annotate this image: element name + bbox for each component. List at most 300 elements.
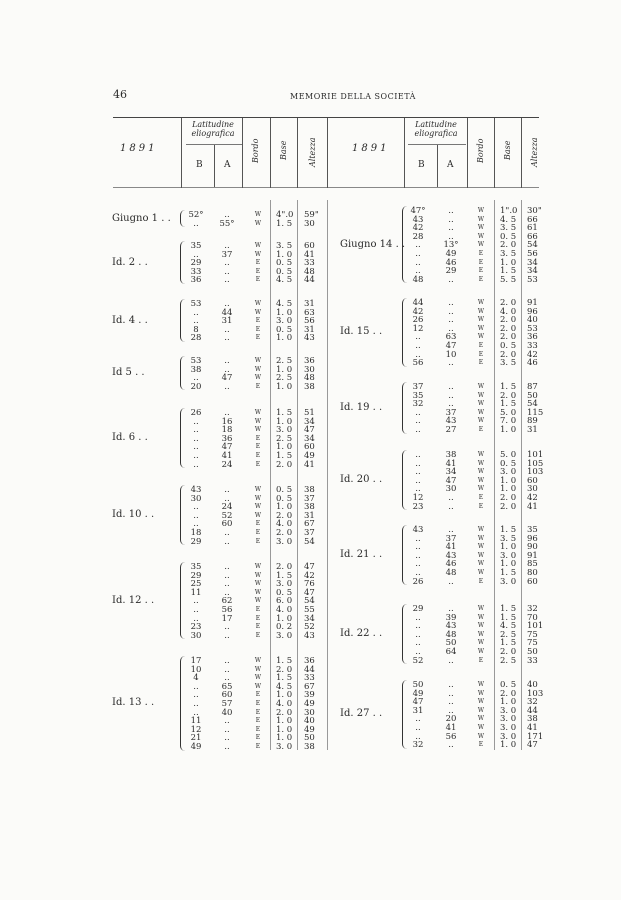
bordo-cell: E: [478, 494, 484, 501]
bordo-cell: W: [477, 299, 485, 306]
latitude-b-cell: ..: [193, 218, 199, 229]
bordo-cell: E: [255, 537, 261, 545]
table-row: [0, 526, 621, 534]
altezza-cell: 91: [527, 298, 538, 308]
base-cell: 2. 0: [500, 390, 517, 401]
bordo-cell: E: [255, 700, 261, 707]
latitude-a-cell: 60: [221, 519, 233, 530]
latitude-a-cell: ..: [448, 306, 454, 317]
bordo-cell: W: [477, 526, 485, 533]
altezza-cell: 44: [304, 664, 315, 675]
base-cell: 3. 0: [276, 425, 293, 436]
bordo-cell: W: [477, 551, 485, 559]
left-col-b: B: [196, 160, 203, 170]
base-cell: 2. 0: [500, 240, 517, 251]
altezza-cell: 34: [527, 266, 538, 277]
base-cell: 1. 5: [276, 218, 293, 229]
bordo-cell: W: [254, 219, 262, 227]
latitude-b-cell: ..: [193, 502, 199, 513]
base-cell: 3. 0: [276, 742, 293, 752]
base-cell: 1. 0: [500, 559, 517, 570]
altezza-cell: 44: [304, 275, 315, 286]
bordo-cell: W: [477, 706, 485, 714]
bordo-cell: E: [478, 350, 484, 358]
latitude-a-cell: 63: [445, 332, 457, 343]
base-cell: 0. 5: [500, 458, 517, 469]
latitude-a-cell: 18: [221, 425, 233, 436]
latitude-a-cell: 44: [221, 307, 233, 318]
bordo-cell: W: [477, 613, 485, 621]
bordo-cell: W: [254, 580, 262, 588]
base-cell: 2. 0: [500, 332, 517, 343]
base-cell: 0. 5: [276, 266, 293, 277]
altezza-cell: 54: [527, 240, 538, 251]
right-col-base: Base: [503, 140, 512, 160]
latitude-b-cell: 53: [190, 299, 202, 309]
base-cell: 1. 5: [276, 673, 293, 684]
bordo-cell: W: [254, 486, 262, 493]
latitude-b-cell: ..: [415, 407, 421, 418]
latitude-a-cell: 24: [221, 502, 233, 513]
latitude-a-cell: 46: [445, 257, 457, 268]
latitude-b-cell: ..: [193, 707, 199, 718]
bordo-cell: W: [477, 689, 485, 697]
latitude-a-cell: 65: [221, 681, 233, 692]
latitude-b-cell: ..: [415, 723, 421, 733]
bordo-cell: W: [477, 417, 485, 425]
latitude-b-cell: 52: [412, 655, 424, 666]
altezza-cell: 70: [527, 612, 538, 623]
bordo-cell: W: [254, 417, 262, 425]
latitude-b-cell: 29: [412, 604, 424, 614]
latitude-b-cell: ..: [193, 510, 199, 521]
altezza-cell: 66: [527, 214, 538, 225]
latitude-a-cell: 60: [221, 690, 233, 701]
altezza-cell: 60: [304, 241, 315, 251]
altezza-cell: 49: [304, 451, 315, 461]
base-cell: 7. 0: [500, 416, 517, 427]
latitude-a-cell: ..: [448, 323, 454, 334]
latitude-a-cell: ..: [448, 705, 454, 716]
latitude-b-cell: ..: [193, 442, 199, 453]
altezza-cell: 38: [527, 714, 538, 725]
latitude-b-cell: ..: [415, 550, 421, 561]
latitude-line1: Latitudine: [192, 120, 234, 129]
bordo-cell: W: [477, 241, 485, 249]
latitude-b-cell: ..: [415, 484, 421, 495]
bordo-cell: E: [255, 623, 261, 631]
latitude-a-cell: 20: [445, 714, 457, 725]
latitude-b-cell: ..: [415, 621, 421, 632]
base-cell: 2. 0: [276, 562, 293, 572]
bordo-cell: E: [255, 691, 261, 699]
latitude-b-cell: 50: [412, 680, 424, 690]
latitude-b-cell: 56: [412, 358, 424, 369]
bordo-cell: W: [477, 476, 485, 484]
bordo-cell: W: [477, 534, 485, 542]
altezza-cell: 50: [304, 733, 315, 744]
base-cell: 2. 0: [500, 349, 517, 360]
base-cell: 2. 0: [500, 688, 517, 699]
base-cell: 1. 0: [500, 475, 517, 486]
latitude-a-cell: ..: [224, 673, 230, 684]
date-label: Id. 13 . .: [112, 697, 155, 709]
table-row: [0, 276, 621, 284]
altezza-cell: 48: [304, 373, 315, 384]
table-row: [0, 621, 621, 633]
table-row: [0, 657, 621, 665]
base-cell: 1. 5: [276, 408, 293, 418]
base-cell: 3. 0: [500, 550, 517, 561]
latitude-b-cell: 35: [190, 562, 202, 572]
bordo-cell: W: [477, 732, 485, 740]
latitude-a-cell: ..: [224, 299, 230, 309]
date-label: Id 5 . .: [112, 367, 145, 379]
left-col-base: Base: [279, 140, 288, 160]
bordo-cell: W: [477, 648, 485, 655]
bordo-cell: W: [254, 657, 262, 664]
latitude-a-cell: 36: [221, 433, 233, 444]
latitude-b-cell: 28: [190, 333, 202, 344]
latitude-b-cell: 21: [190, 733, 202, 744]
latitude-a-cell: ..: [224, 562, 230, 572]
latitude-b-cell: 31: [412, 705, 424, 716]
bordo-cell: W: [477, 333, 485, 341]
base-cell: 3. 5: [500, 249, 517, 259]
latitude-b-cell: ..: [415, 559, 421, 570]
latitude-a-cell: ..: [224, 356, 230, 366]
latitude-b-cell: 4: [193, 673, 199, 684]
latitude-line2: eliografica: [191, 129, 235, 138]
base-cell: 1. 0: [500, 484, 517, 495]
right-base-divider: [521, 118, 522, 188]
latitude-a-cell: ..: [224, 275, 230, 286]
latitude-b-cell: 33: [190, 266, 202, 277]
bordo-cell: E: [478, 656, 484, 664]
bordo-cell: E: [255, 520, 261, 528]
base-cell: 1. 5: [500, 382, 517, 392]
bordo-cell: W: [477, 451, 485, 458]
latitude-b-cell: ..: [415, 416, 421, 427]
altezza-cell: 50: [527, 647, 538, 657]
latitude-b-cell: ..: [415, 458, 421, 469]
latitude-a-cell: 46: [445, 559, 457, 570]
bordo-cell: E: [255, 334, 261, 342]
bordo-cell: W: [477, 391, 485, 399]
altezza-cell: 53: [527, 274, 538, 285]
latitude-a-cell: ..: [224, 493, 230, 504]
bordo-cell: E: [255, 443, 261, 451]
bordo-cell: W: [477, 324, 485, 332]
latitude-a-cell: ..: [448, 525, 454, 535]
latitude-b-cell: ..: [193, 316, 199, 327]
bordo-cell: E: [478, 342, 484, 349]
latitude-b-cell: ..: [415, 647, 421, 657]
bordo-cell: E: [255, 276, 261, 284]
altezza-cell: 33: [304, 673, 315, 684]
base-cell: 2. 0: [276, 707, 293, 718]
base-cell: 1. 5: [500, 399, 517, 410]
base-cell: 0. 5: [276, 587, 293, 598]
latitude-b-cell: ..: [193, 451, 199, 461]
latitude-a-cell: 13°: [443, 240, 459, 251]
latitude-a-cell: 52: [221, 510, 233, 521]
bordo-cell: W: [477, 224, 485, 232]
bordo-cell: W: [254, 300, 262, 307]
latitude-a-cell: ..: [448, 214, 454, 225]
latitude-a-cell: 64: [445, 647, 457, 657]
base-cell: 0. 5: [276, 485, 293, 495]
latitude-b-cell: ..: [193, 459, 199, 470]
base-cell: 2. 5: [276, 373, 293, 384]
latitude-a-cell: 41: [445, 458, 457, 469]
latitude-a-cell: 55°: [219, 218, 235, 229]
latitude-line1: Latitudine: [415, 120, 457, 129]
base-cell: 1. 0: [276, 724, 293, 735]
altezza-cell: 85: [527, 559, 538, 570]
base-cell: 1. 0: [276, 307, 293, 318]
bordo-cell: W: [477, 400, 485, 408]
bordo-cell: E: [255, 529, 261, 536]
bordo-cell: E: [478, 359, 484, 367]
latitude-a-cell: ..: [448, 740, 454, 751]
base-cell: 1. 5: [500, 568, 517, 578]
table-row: [0, 576, 621, 590]
latitude-a-cell: ..: [224, 485, 230, 495]
bordo-cell: W: [477, 639, 485, 647]
bordo-cell: W: [254, 494, 262, 502]
altezza-cell: 31: [304, 510, 315, 521]
latitude-b-cell: ..: [415, 533, 421, 544]
altezza-cell: 40: [527, 680, 538, 690]
latitude-a-cell: 43: [445, 550, 457, 561]
altezza-cell: 103: [527, 467, 544, 478]
altezza-cell: 35: [527, 525, 538, 535]
date-label: Id. 20 . .: [340, 474, 383, 486]
date-label: Id. 6 . .: [112, 432, 148, 444]
latitude-b-cell: ..: [415, 266, 421, 277]
latitude-a-cell: ..: [448, 231, 454, 242]
altezza-cell: 31: [304, 324, 315, 335]
base-cell: 1. 0: [500, 740, 517, 751]
right-col-bordo: Bordo: [476, 138, 485, 163]
latitude-a-cell: ..: [448, 501, 454, 512]
right-lat-divider: [467, 118, 468, 188]
altezza-cell: 103: [527, 688, 544, 699]
bordo-cell: E: [255, 325, 261, 333]
altezza-cell: 41: [527, 723, 538, 733]
latitude-b-cell: 18: [190, 528, 202, 538]
left-col-altezza: Altezza: [308, 137, 317, 167]
bordo-cell: W: [477, 543, 485, 551]
table-row: [0, 224, 621, 232]
bordo-cell: W: [477, 698, 485, 706]
latitude-a-cell: ..: [448, 382, 454, 392]
latitude-b-cell: 12: [412, 323, 424, 334]
base-cell: 4. 5: [500, 214, 517, 225]
table-row: [0, 400, 621, 408]
base-cell: 3. 5: [500, 358, 517, 369]
base-cell: 1. 0: [276, 733, 293, 744]
latitude-b-cell: ..: [193, 416, 199, 427]
latitude-a-cell: ..: [224, 408, 230, 418]
table-row: [0, 543, 621, 551]
base-cell: 4. 0: [276, 699, 293, 709]
table-row: [0, 383, 621, 391]
latitude-b-cell: 53: [190, 356, 202, 366]
altezza-cell: 49: [304, 724, 315, 735]
altezza-cell: 96: [527, 306, 538, 317]
latitude-b-cell: 43: [190, 485, 202, 495]
latitude-a-cell: ..: [224, 266, 230, 277]
latitude-b-cell: ..: [193, 519, 199, 530]
latitude-a-cell: ..: [448, 697, 454, 708]
base-cell: 2. 0: [276, 528, 293, 538]
bordo-cell: W: [254, 409, 262, 416]
left-header-divider: [181, 118, 182, 188]
table-row: [0, 468, 621, 476]
altezza-cell: 87: [527, 382, 538, 392]
altezza-cell: 52: [304, 622, 315, 633]
latitude-b-cell: 42: [412, 306, 424, 317]
latitude-a-cell: 37: [221, 249, 233, 260]
latitude-a-cell: ..: [224, 381, 230, 392]
latitude-b-cell: ..: [415, 257, 421, 268]
latitude-a-cell: ..: [448, 358, 454, 369]
bordo-cell: W: [477, 560, 485, 568]
latitude-b-cell: ..: [415, 467, 421, 478]
altezza-cell: 91: [527, 550, 538, 561]
bordo-cell: W: [254, 250, 262, 258]
bordo-cell: E: [255, 614, 261, 622]
latitude-b-cell: 25: [190, 579, 202, 590]
altezza-cell: 34: [527, 257, 538, 268]
latitude-b-cell: 29: [190, 570, 202, 581]
altezza-cell: 89: [527, 416, 538, 427]
base-cell: 1. 0: [500, 697, 517, 708]
altezza-cell: 47: [304, 562, 315, 572]
left-col-a: A: [224, 160, 231, 170]
altezza-cell: 48: [304, 266, 315, 277]
latitude-a-cell: ..: [224, 241, 230, 251]
latitude-a-cell: ..: [224, 258, 230, 269]
base-cell: 3. 0: [276, 630, 293, 641]
latitude-b-cell: 23: [412, 501, 424, 512]
bordo-cell: W: [254, 597, 262, 605]
base-cell: 2. 5: [500, 655, 517, 666]
latitude-a-cell: ..: [448, 688, 454, 699]
bordo-cell: E: [255, 259, 261, 267]
altezza-cell: 47: [304, 425, 315, 436]
bordo-cell: E: [478, 426, 484, 433]
latitude-a-cell: 50: [445, 638, 457, 649]
latitude-b-cell: ..: [415, 542, 421, 553]
base-cell: 4".0: [276, 210, 294, 220]
latitude-a-cell: 41: [221, 451, 233, 461]
base-cell: 2. 0: [276, 664, 293, 675]
right-year-header: 1891: [352, 143, 390, 154]
bordo-cell: W: [254, 426, 262, 434]
latitude-b-cell: ..: [415, 240, 421, 251]
bordo-cell: E: [255, 725, 261, 733]
latitude-a-cell: 30: [445, 484, 457, 495]
table-row: [0, 374, 621, 382]
base-cell: 3. 0: [500, 705, 517, 716]
altezza-cell: 66: [527, 231, 538, 242]
altezza-cell: 47: [304, 587, 315, 598]
right-col-a: A: [447, 160, 454, 170]
altezza-cell: 31: [527, 425, 538, 435]
latitude-a-cell: ..: [224, 528, 230, 538]
latitude-b-cell: 11: [190, 587, 202, 598]
latitude-b-cell: ..: [415, 332, 421, 343]
latitude-a-cell: 48: [445, 568, 457, 578]
latitude-b-cell: 20: [190, 381, 202, 392]
altezza-cell: 41: [304, 459, 315, 470]
bordo-cell: E: [255, 460, 261, 468]
page-number: 46: [113, 88, 127, 101]
latitude-b-cell: 8: [193, 324, 199, 335]
date-label: Id. 15 . .: [340, 326, 383, 338]
latitude-a-cell: ..: [224, 364, 230, 375]
latitude-b-cell: ..: [415, 629, 421, 640]
bordo-cell: W: [477, 468, 485, 476]
latitude-a-cell: 47: [221, 442, 233, 453]
altezza-cell: 76: [304, 579, 315, 590]
base-cell: 0. 2: [276, 622, 293, 633]
altezza-cell: 32: [527, 604, 538, 614]
base-cell: 1. 0: [500, 542, 517, 553]
bordo-cell: E: [255, 743, 261, 750]
altezza-cell: 40: [304, 716, 315, 727]
base-cell: 1. 0: [276, 690, 293, 701]
bordo-cell: W: [254, 682, 262, 690]
left-ba-divider: [214, 145, 215, 187]
altezza-cell: 60: [527, 576, 538, 587]
bordo-cell: W: [254, 374, 262, 382]
latitude-a-cell: ..: [224, 536, 230, 547]
bordo-cell: W: [477, 605, 485, 612]
base-cell: 2. 0: [500, 298, 517, 308]
base-cell: 1. 0: [500, 425, 517, 435]
latitude-a-cell: ..: [224, 656, 230, 666]
altezza-cell: 30: [304, 707, 315, 718]
altezza-cell: 43: [304, 333, 315, 344]
table-row: [0, 569, 621, 577]
altezza-cell: 54: [304, 596, 315, 607]
base-cell: 1. 5: [500, 266, 517, 277]
base-cell: 0. 5: [276, 258, 293, 269]
base-cell: 1. 0: [276, 442, 293, 453]
base-cell: 3. 0: [500, 467, 517, 478]
latitude-b-cell: ..: [415, 612, 421, 623]
altezza-cell: 67: [304, 681, 315, 692]
altezza-cell: 40: [527, 315, 538, 326]
altezza-cell: 36: [304, 356, 315, 366]
latitude-a-cell: ..: [448, 274, 454, 285]
latitude-b-cell: ..: [193, 596, 199, 607]
latitude-b-cell: 30: [190, 493, 202, 504]
base-cell: 3. 0: [500, 731, 517, 742]
base-cell: 3. 0: [276, 316, 293, 327]
bordo-cell: E: [478, 250, 484, 257]
latitude-b-cell: 49: [412, 688, 424, 699]
altezza-cell: 30: [304, 218, 315, 229]
altezza-cell: 53: [527, 323, 538, 334]
altezza-cell: 37: [304, 528, 315, 538]
base-cell: 4. 0: [276, 519, 293, 530]
base-cell: 3. 0: [276, 579, 293, 590]
